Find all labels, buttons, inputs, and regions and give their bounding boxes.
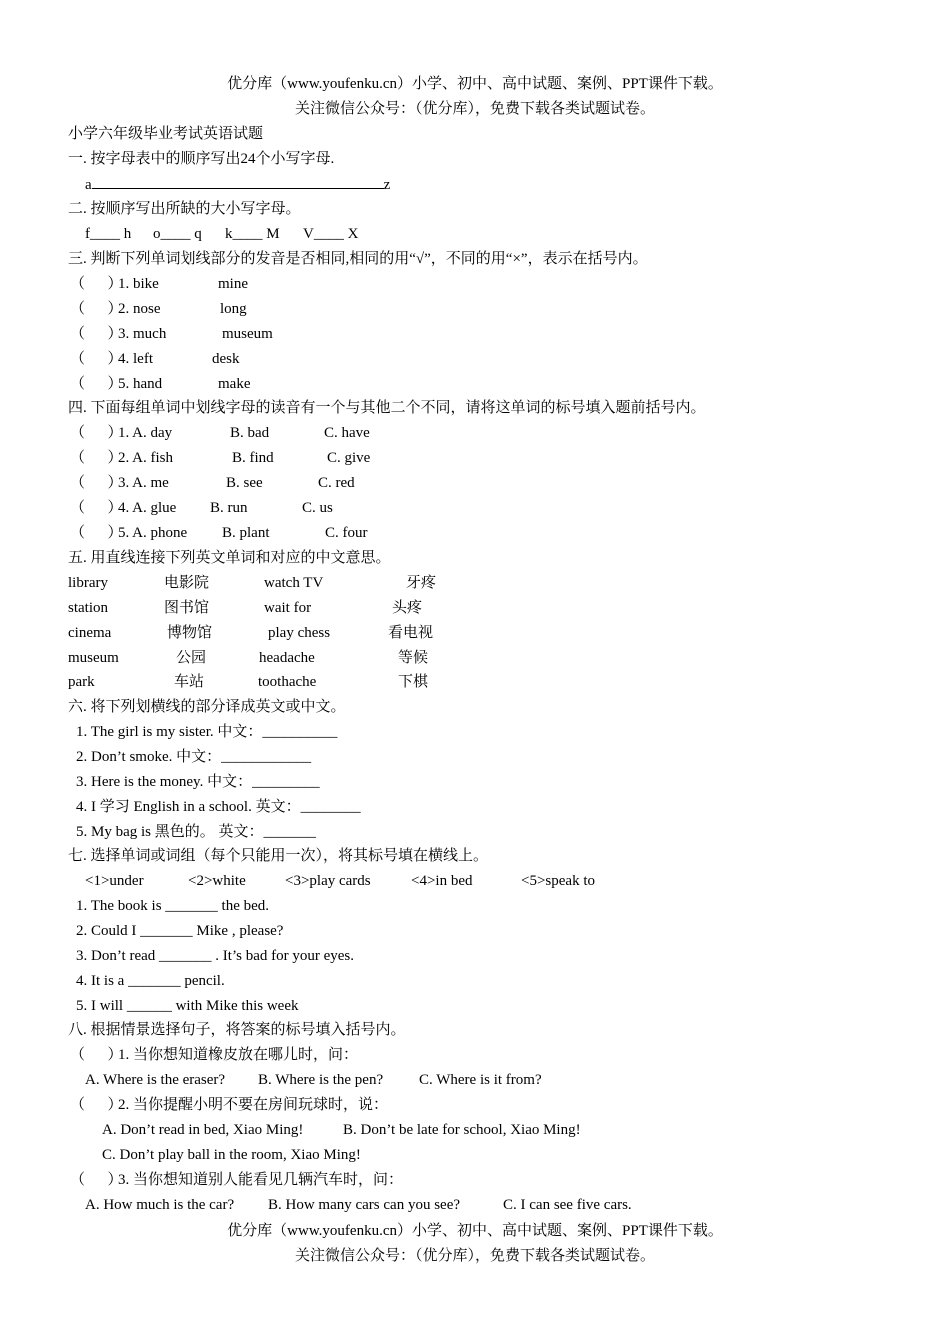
s4-option-a: 5. A. phone (118, 525, 188, 541)
s4-option-c: C. give (327, 450, 371, 466)
s4-option-b: B. find (232, 450, 274, 466)
fill-blank-sentence: 3. Don’t read _______ . It’s bad for your eyes. (76, 948, 354, 964)
match-english-2: watch TV (264, 575, 324, 591)
s4-option-a: 3. A. me (118, 475, 169, 491)
match-english-1: station (68, 600, 108, 616)
section-8-heading: 八. 根据情景选择句子，将答案的标号填入括号内。 (68, 1022, 406, 1038)
header-line-2: 关注微信公众号：（优分库），免费下载各类试题试卷。 (294, 101, 655, 117)
s4-option-c: C. four (325, 525, 368, 541)
section-4-heading: 四. 下面每组单词中划线字母的读音有一个与其他二个不同，请将这单词的标号填入题前括号内。 (68, 400, 706, 416)
answer-bracket[interactable]: （ ） (70, 326, 123, 342)
s3-item-word-b: mine (218, 276, 248, 292)
scenario-3-option-b: B. How many cars can you see? (268, 1197, 461, 1213)
scenario-2-option-b: B. Don’t be late for school, Xiao Ming! (343, 1122, 581, 1138)
s4-option-a: 1. A. day (118, 425, 173, 441)
s4-option-a: 2. A. fish (118, 450, 174, 466)
word-option: <2>white (188, 873, 246, 889)
answer-bracket[interactable]: （ ） (70, 1047, 123, 1063)
match-english-1: park (68, 674, 95, 690)
s4-option-c: C. have (324, 425, 370, 441)
s3-item-word-b: make (218, 376, 251, 392)
answer-bracket[interactable]: （ ） (70, 376, 123, 392)
fill-blank-sentence: 4. It is a _______ pencil. (76, 973, 225, 989)
scenario-question-2: 2. 当你提醒小明不要在房间玩球时，说： (118, 1097, 389, 1113)
answer-bracket[interactable]: （ ） (70, 425, 123, 441)
translation-item: 4. I 学习 English in a school. 英文：________ (76, 799, 361, 815)
section-3-heading: 三. 判断下列单词划线部分的发音是否相同,相同的用“√”，不同的用“×”，表示在括号内。 (68, 251, 648, 267)
scenario-question-3: 3. 当你想知道别人能看见几辆汽车时，问： (118, 1172, 404, 1188)
answer-bracket[interactable]: （ ） (70, 276, 123, 292)
s3-item-word-a: 3. much (118, 326, 167, 342)
word-option: <5>speak to (521, 873, 595, 889)
alphabet-blank[interactable] (92, 174, 384, 189)
s3-item-word-b: desk (212, 351, 240, 367)
match-chinese-1: 图书馆 (164, 600, 210, 616)
answer-bracket[interactable]: （ ） (70, 1097, 123, 1113)
scenario-2-option-c: C. Don’t play ball in the room, Xiao Ming! (102, 1147, 361, 1163)
translation-item: 1. The girl is my sister. 中文：__________ (76, 724, 338, 740)
answer-bracket[interactable]: （ ） (70, 475, 123, 491)
scenario-1-option-b: B. Where is the pen? (258, 1072, 384, 1088)
missing-letter-4: V____ X (303, 226, 359, 242)
word-option: <1>under (85, 873, 144, 889)
s4-option-b: B. run (210, 500, 248, 516)
s4-option-b: B. bad (230, 425, 270, 441)
section-1-heading: 一. 按字母表中的顺序写出24个小写字母. (68, 151, 335, 167)
scenario-3-option-a: A. How much is the car? (85, 1197, 235, 1213)
s3-item-word-a: 2. nose (118, 301, 161, 317)
section-7-heading: 七. 选择单词或词组（每个只能用一次），将其标号填在横线上。 (68, 848, 489, 864)
answer-bracket[interactable]: （ ） (70, 1172, 123, 1188)
match-english-2: toothache (258, 674, 317, 690)
s4-option-b: B. see (226, 475, 263, 491)
s4-option-a: 4. A. glue (118, 500, 177, 516)
exam-title: 小学六年级毕业考试英语试题 (68, 126, 264, 142)
match-english-2: play chess (268, 625, 331, 641)
match-chinese-2: 看电视 (388, 625, 434, 641)
match-chinese-2: 牙疼 (406, 575, 437, 591)
answer-bracket[interactable]: （ ） (70, 525, 123, 541)
translation-item: 2. Don’t smoke. 中文：____________ (76, 749, 312, 765)
scenario-1-option-a: A. Where is the eraser? (85, 1072, 226, 1088)
scenario-1-option-c: C. Where is it from? (419, 1072, 542, 1088)
match-english-2: headache (259, 650, 315, 666)
match-chinese-2: 下棋 (398, 674, 429, 690)
scenario-2-option-a: A. Don’t read in bed, Xiao Ming! (102, 1122, 304, 1138)
match-chinese-1: 车站 (174, 674, 205, 690)
s3-item-word-a: 4. left (118, 351, 153, 367)
header-line-1: 优分库（www.youfenku.cn）小学、初中、高中试题、案例、PPT课件下载。 (227, 76, 723, 92)
match-english-1: cinema (68, 625, 112, 641)
answer-bracket[interactable]: （ ） (70, 500, 123, 516)
answer-bracket[interactable]: （ ） (70, 301, 123, 317)
translation-item: 3. Here is the money. 中文：_________ (76, 774, 320, 790)
match-english-2: wait for (264, 600, 312, 616)
match-chinese-1: 电影院 (164, 575, 210, 591)
word-option: <4>in bed (411, 873, 473, 889)
match-chinese-2: 等候 (398, 650, 429, 666)
match-chinese-2: 头疼 (392, 600, 423, 616)
answer-bracket[interactable]: （ ） (70, 450, 123, 466)
s4-option-c: C. red (318, 475, 355, 491)
fill-blank-sentence: 2. Could I _______ Mike , please? (76, 923, 284, 939)
fill-blank-sentence: 1. The book is _______ the bed. (76, 898, 270, 914)
scenario-3-option-c: C. I can see five cars. (503, 1197, 632, 1213)
word-option: <3>play cards (285, 873, 371, 889)
s3-item-word-b: long (220, 301, 247, 317)
alphabet-end: z (383, 177, 391, 193)
s3-item-word-a: 1. bike (118, 276, 159, 292)
alphabet-start: a (85, 177, 92, 193)
footer-line-2: 关注微信公众号：（优分库），免费下载各类试题试卷。 (294, 1248, 655, 1264)
section-2-heading: 二. 按顺序写出所缺的大小写字母。 (68, 201, 301, 217)
section-5-heading: 五. 用直线连接下列英文单词和对应的中文意思。 (68, 550, 391, 566)
s3-item-word-b: museum (222, 326, 273, 342)
answer-bracket[interactable]: （ ） (70, 351, 123, 367)
s4-option-b: B. plant (222, 525, 270, 541)
fill-blank-sentence: 5. I will ______ with Mike this week (76, 998, 299, 1014)
missing-letter-2: o____ q (153, 226, 202, 242)
s3-item-word-a: 5. hand (118, 376, 163, 392)
scenario-question-1: 1. 当你想知道橡皮放在哪儿时，问： (118, 1047, 359, 1063)
match-chinese-1: 博物馆 (167, 625, 213, 641)
missing-letter-1: f____ h (85, 226, 132, 242)
match-english-1: library (68, 575, 108, 591)
translation-item: 5. My bag is 黑色的。 英文：_______ (76, 824, 317, 840)
match-chinese-1: 公园 (176, 650, 207, 666)
s4-option-c: C. us (302, 500, 333, 516)
match-english-1: museum (68, 650, 119, 666)
missing-letter-3: k____ M (225, 226, 280, 242)
alphabet-line (85, 174, 390, 194)
footer-line-1: 优分库（www.youfenku.cn）小学、初中、高中试题、案例、PPT课件下载。 (227, 1223, 723, 1239)
section-6-heading: 六. 将下列划横线的部分译成英文或中文。 (68, 699, 346, 715)
